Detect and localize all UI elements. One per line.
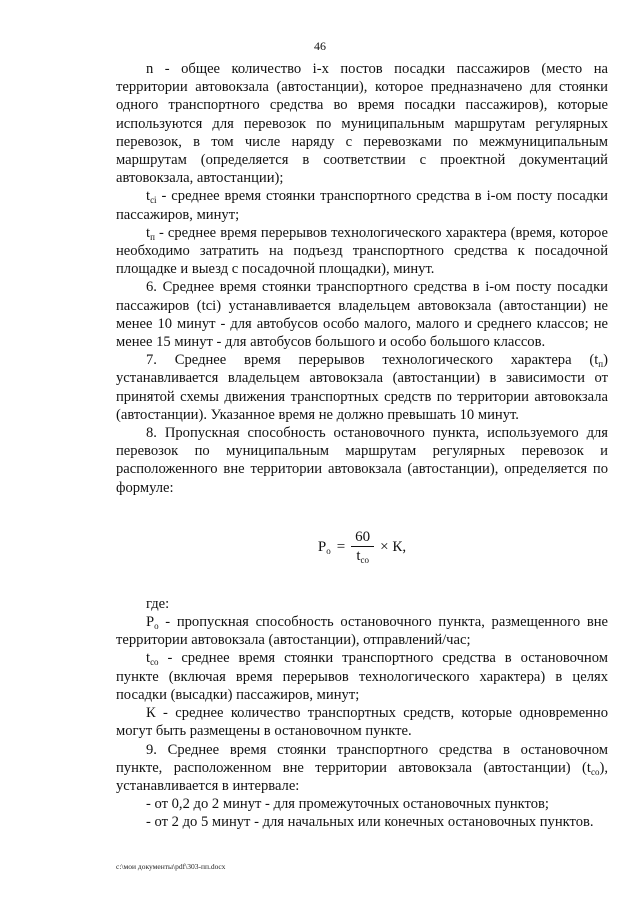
formula-denominator-symbol: t	[356, 548, 361, 565]
p7-text-a: 7. Среднее время перерывов технологического характера (t	[146, 352, 599, 369]
formula-numerator: 60	[355, 529, 371, 546]
capacity-formula	[116, 521, 608, 573]
paragraph-po-definition	[116, 613, 608, 649]
paragraph-7	[116, 351, 608, 424]
formula-denominator-subscript: со	[360, 555, 369, 566]
p9-text-b: ), устанавливается в интервале:	[116, 759, 608, 794]
paragraph-n-definition: n - общее количество i-х постов посадки пассажиров (место на территории автовокзала (автостанции), которое предназначено для стоянки одного транспортного средства во время посадки пассажиров), которые используются для перевозок по муниципальным маршрутам регулярных перевозок, в том числе наряду с перевозками по межмуниципальным маршрутам (определяется в соответствии с проектной документаций автовокзала, автостанции);	[116, 61, 608, 187]
paragraph-k-definition: К - среднее количество транспортных средств, которые одновременно могут быть размещены в остановочном пункте.	[116, 705, 608, 740]
formula-equals: =	[336, 538, 346, 555]
tco-subscript: со	[150, 657, 159, 668]
bullet-item-2: - от 2 до 5 минут - для начальных или конечных остановочных пунктов.	[146, 814, 594, 831]
p9-subscript: со	[590, 766, 600, 777]
paragraph-tco-definition	[116, 649, 608, 704]
formula-fraction	[351, 528, 374, 565]
paragraph-6: 6. Среднее время стоянки транспортного средства в i-ом посту посадки пассажиров (tci) устанавливается владельцем автовокзала (автостанции) не менее 10 минут - для автобусов особо малого, малого и среднего классов; не менее 15 минут - для автобусов большого и особо большого классов.	[116, 279, 608, 351]
tco-symbol: t	[146, 650, 151, 667]
tp-text: - среднее время перерывов технологического характера (время, которое необходимо затратить на подъезд транспортного средства к посадочной площадке и выезд с посадочной площадки), минут.	[116, 224, 608, 278]
p7-text-b: ) устанавливается владельцем автовокзала (автостанции) в зависимости от принятой схемы движения транспортных средств по территории автовокзала (автостанции). Указанное время не должно превышать 10 минут.	[116, 352, 608, 423]
formula-lhs-subscript: о	[326, 545, 331, 556]
formula-rhs: × К,	[380, 538, 407, 555]
paragraph-tp-definition	[116, 224, 608, 279]
tci-text: - среднее время стоянки транспортного средства в i-ом посту посадки пассажиров, минут;	[116, 188, 608, 223]
paragraph-tci-definition	[116, 187, 608, 223]
po-symbol: Р	[146, 614, 155, 631]
formula-denominator	[352, 547, 373, 565]
p9-text-a: 9. Среднее время стоянки транспортного средства в остановочном пункте, расположенном вне территории автовокзала (автостанции) (t	[116, 741, 608, 776]
paragraph-8: 8. Пропускная способность остановочного пункта, используемого для перевозок по муниципальным маршрутам регулярных перевозок и расположенного вне территории автовокзала (автостанции), определяется по формуле:	[116, 425, 608, 496]
po-subscript: о	[154, 621, 159, 632]
tp-symbol: t	[146, 224, 151, 241]
formula-lhs	[318, 538, 331, 556]
paragraph-9	[116, 741, 608, 796]
tp-subscript: п	[150, 231, 155, 242]
po-text: - пропускная способность остановочного пункта, размещенного вне территории автовокзала (автостанции), отправлений/час;	[116, 614, 608, 649]
tci-subscript: ci	[150, 195, 157, 206]
bullet-item-1: - от 0,2 до 2 минут - для промежуточных остановочных пунктов;	[146, 796, 549, 813]
tco-text: - среднее время стоянки транспортного средства в остановочном пункте (включая время перерывов технологического характера) в целях посадки (высадки) пассажиров, минут;	[116, 650, 608, 703]
formula-lhs-symbol: Р	[317, 538, 327, 555]
document-body	[116, 60, 608, 832]
tci-symbol: t	[146, 188, 151, 205]
paragraph-where: где:	[146, 595, 170, 612]
file-path-footer: c:\мои документы\pdf\303-пп.docx	[116, 862, 226, 871]
page-number: 46	[314, 39, 326, 53]
p7-subscript: п	[598, 359, 604, 370]
